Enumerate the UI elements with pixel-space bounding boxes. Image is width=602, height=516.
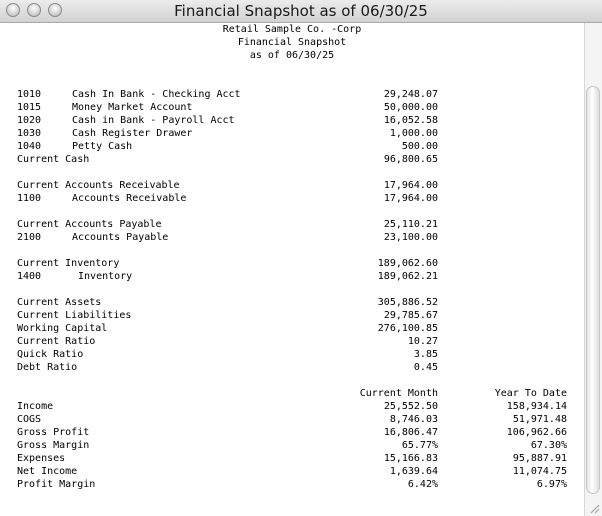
report-content (0, 23, 584, 516)
ytd-value: 106,962.66 (506, 427, 567, 438)
account-value: 16,052.58 (383, 115, 438, 126)
row-label: Gross Profit (17, 427, 90, 438)
account-name: Cash In Bank - Checking Acct (72, 89, 241, 100)
account-number: 1015 (17, 102, 42, 113)
account-name: Inventory (72, 271, 133, 282)
account-value: 500.00 (401, 141, 438, 152)
row-label: Gross Margin (17, 440, 90, 451)
resize-grip-icon[interactable] (588, 502, 600, 514)
row-value: 276,100.85 (377, 323, 438, 334)
account-number: 1030 (17, 128, 42, 139)
account-value: 29,248.07 (383, 89, 438, 100)
account-number: 1010 (17, 89, 42, 100)
account-name: Petty Cash (72, 141, 133, 152)
month-value: 65.77% (401, 440, 438, 451)
row-label: Working Capital (17, 323, 108, 334)
account-value: 23,100.00 (383, 232, 438, 243)
report-title: Financial Snapshot (237, 37, 347, 48)
report-date: as of 06/30/25 (249, 50, 335, 61)
row-label: Net Income (17, 466, 78, 477)
scrollbar-thumb[interactable] (586, 86, 600, 494)
account-name: Cash Register Drawer (72, 128, 193, 139)
row-value: 25,110.21 (383, 219, 438, 230)
ytd-value: 67.30% (530, 440, 567, 451)
row-label: Current Liabilities (17, 310, 132, 321)
month-value: 16,806.47 (383, 427, 438, 438)
month-value: 6.42% (407, 479, 438, 490)
row-label: Profit Margin (17, 479, 96, 490)
current-month-header: Current Month (359, 388, 438, 399)
row-label: COGS (17, 414, 42, 425)
month-value: 1,639.64 (389, 466, 438, 477)
account-value: 1,000.00 (389, 128, 438, 139)
row-label: Current Ratio (17, 336, 96, 347)
row-label: Debt Ratio (17, 362, 78, 373)
row-value: 305,886.52 (377, 297, 438, 308)
year-to-date-header: Year To Date (494, 388, 567, 399)
account-number: 1100 (17, 193, 42, 204)
ytd-value: 51,971.48 (512, 414, 567, 425)
row-label: Expenses (17, 453, 66, 464)
account-number: 2100 (17, 232, 42, 243)
ytd-value: 11,074.75 (512, 466, 567, 477)
company-name: Retail Sample Co. -Corp (222, 24, 362, 35)
row-value: 189,062.60 (377, 258, 438, 269)
account-number: 1020 (17, 115, 42, 126)
ytd-value: 158,934.14 (506, 401, 567, 412)
row-label: Current Accounts Receivable (17, 180, 180, 191)
account-number: 1400 (17, 271, 42, 282)
row-label: Quick Ratio (17, 349, 84, 360)
month-value: 25,552.50 (383, 401, 438, 412)
row-value: 96,800.65 (383, 154, 438, 165)
window-title: Financial Snapshot as of 06/30/25 (174, 2, 428, 20)
row-label: Current Inventory (17, 258, 120, 269)
ytd-value: 95,887.91 (512, 453, 567, 464)
row-value: 17,964.00 (383, 180, 438, 191)
month-value: 8,746.03 (389, 414, 438, 425)
account-name: Cash in Bank - Payroll Acct (72, 115, 235, 126)
row-value: 0.45 (413, 362, 438, 373)
account-number: 1040 (17, 141, 42, 152)
ytd-value: 6.97% (536, 479, 567, 490)
account-value: 189,062.21 (377, 271, 438, 282)
account-name: Accounts Receivable (72, 193, 187, 204)
row-label: Current Accounts Payable (17, 219, 162, 230)
month-value: 15,166.83 (383, 453, 438, 464)
account-value: 17,964.00 (383, 193, 438, 204)
row-value: 29,785.67 (383, 310, 438, 321)
account-name: Accounts Payable (72, 232, 169, 243)
row-value: 10.27 (407, 336, 438, 347)
account-name: Money Market Account (72, 102, 193, 113)
row-label: Income (17, 401, 54, 412)
row-label: Current Assets (17, 297, 102, 308)
account-value: 50,000.00 (383, 102, 438, 113)
title-bar[interactable] (0, 0, 602, 23)
row-value: 3.85 (413, 349, 438, 360)
row-label: Current Cash (17, 154, 90, 165)
